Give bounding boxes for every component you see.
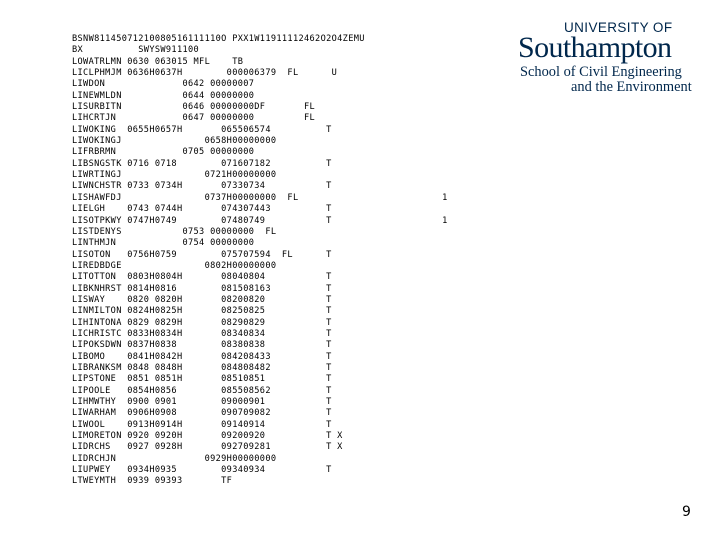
listing-line: LIHCRTJN 0647 00000000 FL (72, 113, 316, 124)
listing-line: LINEWMLDN 0644 00000000 (72, 90, 255, 101)
listing-line: LISWAY 0820 0820H 08200820 T (72, 294, 332, 305)
listing-line: LINMILTON 0824H0825H 08250825 T (72, 306, 332, 317)
listing-line: LIWOOL 0913H0914H 09140914 T (72, 419, 332, 430)
timetable-listing (72, 34, 448, 488)
listing-line: LIWRTINGJ 0721H00000000 (72, 170, 277, 181)
listing-line: LIUPWEY 0934H0935 09340934 T (72, 465, 332, 476)
listing-line: LIWNCHSTR 0733 0734H 07330734 T (72, 181, 332, 192)
listing-line: LISOTPKWY 0747H0749 07480749 T 1 (72, 215, 448, 226)
logo-school-line2: and the Environment (571, 79, 692, 95)
listing-line: LIBOMO 0841H0842H 084208433 T (72, 351, 332, 362)
listing-line: LIWOKINGJ 0658H00000000 (72, 136, 277, 147)
listing-line: LIREDBDGE 0802H00000000 (72, 260, 277, 271)
listing-line: LICHRISTC 0833H0834H 08340834 T (72, 328, 332, 339)
listing-line: LIHMWTHY 0900 0901 09000901 T (72, 397, 332, 407)
listing-line: BX SWYSW911100 (72, 45, 200, 56)
listing-line: LIDRCHJN 0929H00000000 (72, 453, 277, 464)
listing-line: LIWDON 0642 00000007 (72, 79, 255, 90)
listing-line: LICLPHMJM 0636H0637H 000006379 FL U (72, 68, 338, 79)
listing-line: LIBKNHRST 0814H0816 081508163 T (72, 283, 332, 294)
listing-line: LISHAWFDJ 0737H00000000 FL 1 (72, 192, 448, 203)
page-number: 9 (682, 504, 691, 520)
listing-line: LOWATRLMN 0630 063015 MFL TB (72, 56, 244, 67)
listing-line: LIMORETON 0920 0920H 09200920 T X (72, 431, 343, 442)
logo-university-of: UNIVERSITY OF (564, 20, 673, 35)
listing-line: LISOTON 0756H0759 075707594 FL T (72, 249, 332, 260)
listing-line: LIDRCHS 0927 0928H 092709281 T X (72, 442, 343, 453)
listing-line: LIPSTONE 0851 0851H 08510851 T (72, 374, 332, 385)
listing-line: BSNW81145071210080516111110O PXX1W11911112462O2O4ZEMU (72, 34, 365, 44)
listing-line: LTWEYMTH 0939 09393 TF (72, 476, 233, 487)
listing-line: LIPOOLE 0854H0856 085508562 T (72, 385, 332, 396)
listing-line: LIELGH 0743 0744H 074307443 T (72, 204, 332, 215)
listing-line: LIWOKING 0655H0657H 065506574 T (72, 124, 332, 135)
listing-line: LIWARHAM 0906H0908 090709082 T (72, 408, 332, 419)
listing-line: LIPOKSDWN 0837H0838 08380838 T (72, 340, 332, 351)
listing-line: LITOTTON 0803H0804H 08040804 T (72, 272, 332, 283)
listing-line: LIBSNGSTK 0716 0718 071607182 T (72, 158, 332, 169)
listing-line: LISTDENYS 0753 00000000 FL (72, 226, 277, 237)
logo-southampton: Southampton (518, 31, 672, 64)
listing-line: LINTHMJN 0754 00000000 (72, 238, 255, 249)
listing-line: LISURBITN 0646 00000000DF FL (72, 102, 316, 113)
logo-school-line1: School of Civil Engineering (520, 64, 682, 80)
listing-line: LIHINTONA 0829 0829H 08290829 T (72, 317, 332, 328)
listing-line: LIBRANKSM 0848 0848H 084808482 T (72, 362, 332, 373)
listing-line: LIFRBRMN 0705 00000000 (72, 147, 255, 158)
